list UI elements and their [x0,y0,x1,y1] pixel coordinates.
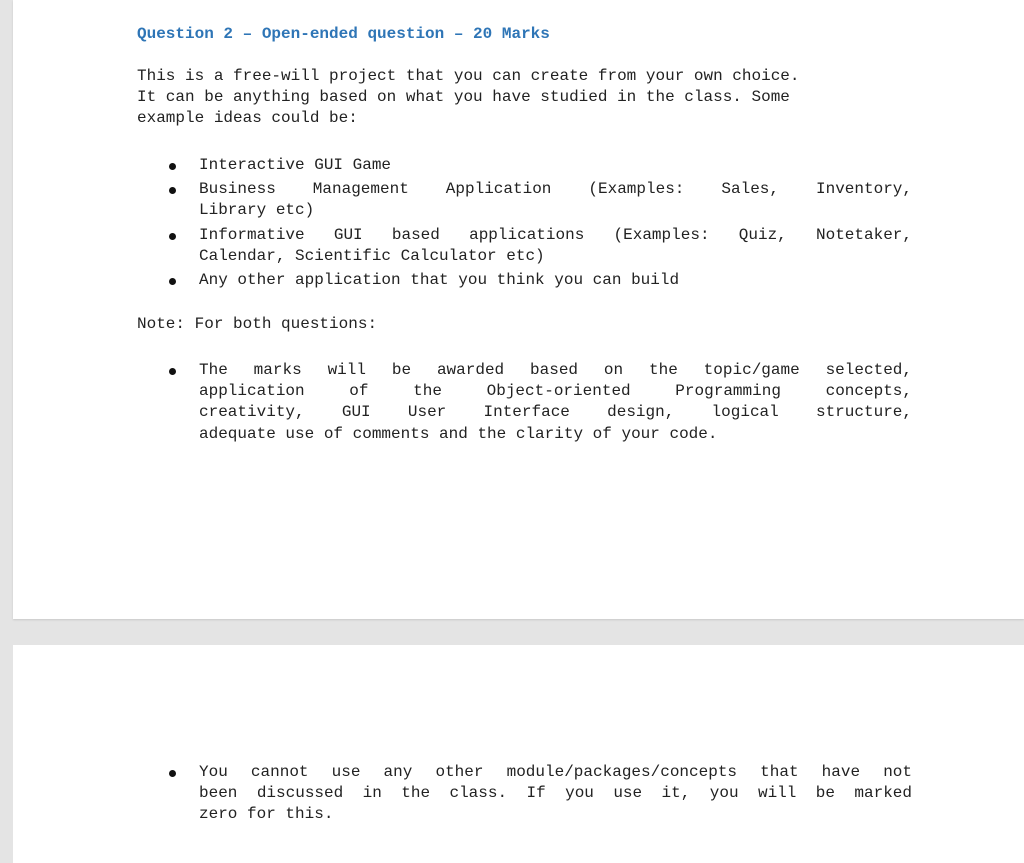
bullet-icon [169,368,176,375]
idea-line: Any other application that you think you can build [199,271,680,290]
idea-line: Calendar, Scientific Calculator etc) [199,246,545,265]
intro-line: It can be anything based on what you have studied in the class. Some [137,88,790,107]
note-label-text: Note: For both questions: [137,315,378,333]
intro-line: example ideas could be: [137,109,358,128]
idea-item [137,225,912,267]
idea-item [137,270,912,291]
question-heading: Question 2 – Open-ended question – 20 Marks [137,25,550,43]
bullet-icon [169,770,176,777]
intro-line: This is a free-will project that you can create from your own choice. [137,67,800,85]
idea-item [137,155,912,176]
note-item [137,360,912,445]
note-line: application of the Object-oriented Programming concepts, [199,382,912,401]
bullet-icon [169,163,176,170]
idea-line: Library etc) [199,201,315,220]
idea-list [137,155,912,291]
idea-item [137,179,912,221]
note-list [137,360,912,445]
document-page-1 [13,0,1024,619]
note-line: creativity, GUI User Interface design, logical structure, [199,403,912,422]
rule-line: zero for this. [199,805,334,824]
rule-item [137,762,912,826]
bullet-icon [169,233,176,240]
intro-paragraph [137,66,912,130]
idea-line: Business Management Application (Examples: Sales, Inventory, [199,180,912,199]
bullet-icon [169,278,176,285]
document-page-2 [13,645,1024,863]
rule-line: been discussed in the class. If you use it, you will be marked [199,784,912,803]
note-line: adequate use of comments and the clarity of your code. [199,424,718,443]
idea-line: Informative GUI based applications (Examples: Quiz, Notetaker, [199,225,912,244]
note-line: The marks will be awarded based on the topic/game selected, [199,361,912,379]
idea-line: Interactive GUI Game [199,156,392,174]
rules-list [137,762,912,826]
bullet-icon [169,187,176,194]
note-label [137,314,912,335]
rule-line: You cannot use any other module/packages/concepts that have not [199,763,912,781]
